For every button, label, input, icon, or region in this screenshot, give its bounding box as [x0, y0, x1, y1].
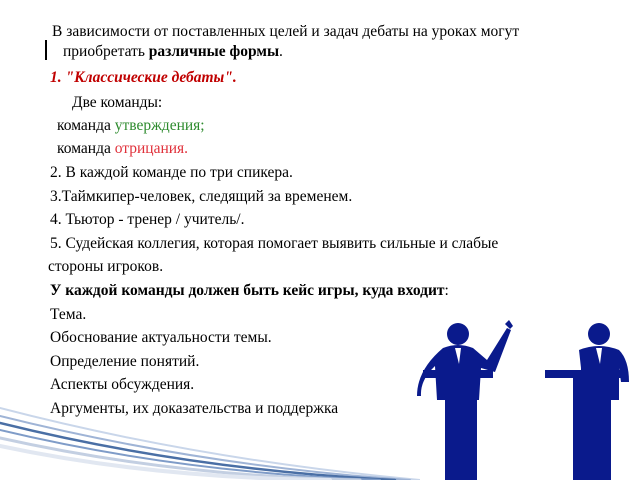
intro-suffix: .: [279, 43, 283, 60]
team-affirm-prefix: команда: [57, 117, 115, 134]
case-item-5: Аргументы, их доказательства и поддержка: [50, 400, 339, 417]
intro-line-1: В зависимости от поставленных целей и задач дебаты на уроках могут: [52, 23, 520, 40]
teams-title: Две команды:: [72, 94, 163, 111]
case-item-4: Аспекты обсуждения.: [50, 376, 195, 393]
team-negate: [57, 140, 188, 158]
case-bold: У каждой команды должен быть кейс игры, куда входит: [50, 282, 445, 299]
intro-prefix: приобретать: [63, 43, 149, 60]
point-4: 4. Тьютор - тренер / учитель/.: [50, 211, 245, 228]
team-negate-prefix: команда: [57, 140, 115, 157]
case-item-1: Тема.: [50, 306, 87, 323]
point-5-cont: стороны игроков.: [48, 258, 164, 275]
case-item-2: Обоснование актуальности темы.: [50, 329, 272, 346]
point-2: 2. В каждой команде по три спикера.: [50, 164, 293, 181]
team-affirm: [57, 117, 205, 135]
point-3: 3.Таймкипер-человек, следящий за временем.: [50, 188, 353, 205]
debate-speakers-icon: [415, 320, 640, 480]
intro-line-2: [63, 43, 283, 61]
team-affirm-word: утверждения;: [114, 117, 205, 134]
team-negate-word: отрицания.: [114, 140, 189, 157]
case-suffix: :: [444, 282, 449, 299]
case-item-3: Определение понятий.: [50, 353, 200, 370]
heading-classic-debates: 1. "Классические дебаты".: [50, 69, 237, 86]
intro-bold: различные формы: [148, 43, 280, 60]
point-5: 5. Судейская коллегия, которая помогает выявить сильные и слабые: [50, 235, 499, 252]
case-heading: [50, 282, 449, 300]
